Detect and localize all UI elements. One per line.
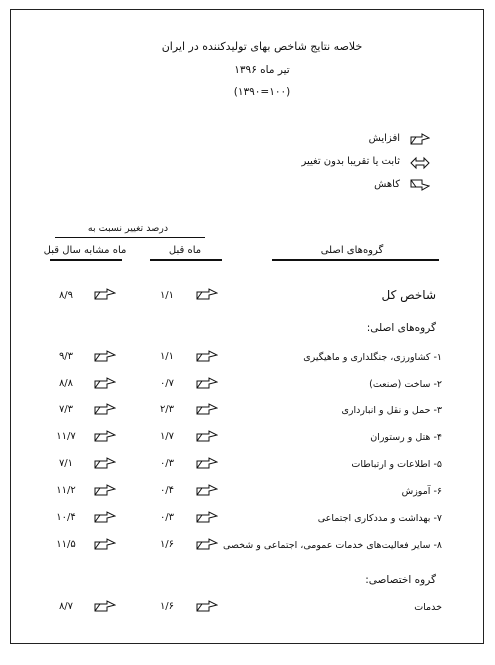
arrow-up-icon	[94, 599, 116, 613]
arrow-up-icon	[94, 429, 116, 443]
row-prev-month-value: ۰/۳	[159, 458, 175, 469]
row-last-year-value: ۹/۳	[58, 351, 74, 362]
row-prev-month-value: ۰/۳	[159, 512, 175, 523]
arrow-up-icon	[410, 132, 430, 146]
arrow-down-icon	[410, 178, 430, 192]
row-label: ۷- بهداشت و مددکاری اجتماعی	[317, 513, 442, 524]
header-divider	[55, 237, 205, 238]
arrow-both-icon	[410, 156, 430, 170]
legend-decrease-label: کاهش	[374, 179, 400, 190]
row-prev-month-value: ۱/۶	[159, 539, 175, 550]
row-label: ۸- سایر فعالیت‌های خدمات عمومی، اجتماعی و شخصی	[223, 540, 442, 551]
report-period: تیر ماه ۱۳۹۶	[234, 64, 290, 76]
special-prev-month-value: ۱/۶	[159, 601, 175, 612]
groups-column-header: گروه‌های اصلی	[320, 245, 384, 256]
row-prev-month-value: ۱/۱	[159, 351, 175, 362]
row-last-year-value: ۱۱/۲	[56, 485, 76, 496]
arrow-up-icon	[196, 537, 218, 551]
arrow-up-icon	[196, 483, 218, 497]
total-prev-month-value: ۱/۱	[159, 290, 175, 301]
row-prev-month-value: ۰/۷	[159, 378, 175, 389]
report-base-year: (۱۰۰=۱۳۹۰)	[233, 86, 291, 98]
last-year-column-header: ماه مشابه سال قبل	[43, 245, 127, 256]
row-last-year-value: ۱۰/۴	[56, 512, 76, 523]
row-label: ۴- هتل و رستوران	[370, 432, 442, 443]
row-last-year-value: ۸/۸	[58, 378, 74, 389]
report-title: خلاصه نتایج شاخص بهای تولیدکننده در ایران	[161, 40, 363, 53]
arrow-up-icon	[94, 349, 116, 363]
legend-stable-label: ثابت یا تقریبا بدون تغییر	[301, 156, 400, 167]
row-label: ۵- اطلاعات و ارتباطات	[351, 459, 442, 470]
row-prev-month-value: ۱/۷	[159, 431, 175, 442]
arrow-up-icon	[196, 349, 218, 363]
row-label: ۲- ساخت (صنعت)	[369, 379, 442, 390]
arrow-up-icon	[196, 376, 218, 390]
main-groups-title: گروه‌های اصلی:	[366, 322, 436, 334]
arrow-up-icon	[196, 287, 218, 301]
arrow-up-icon	[94, 376, 116, 390]
prev-month-column-header: ماه قبل	[168, 245, 202, 256]
prev-month-header-underline	[150, 259, 222, 261]
special-last-year-value: ۸/۷	[58, 601, 74, 612]
percent-change-header: درصد تغییر نسبت به	[87, 223, 169, 234]
arrow-up-icon	[94, 510, 116, 524]
row-label: ۶- آموزش	[401, 486, 442, 497]
arrow-up-icon	[94, 483, 116, 497]
total-label: شاخص کل	[381, 288, 436, 302]
last-year-header-underline	[50, 259, 122, 261]
arrow-up-icon	[196, 510, 218, 524]
legend-increase-label: افزایش	[368, 133, 400, 144]
special-group-title: گروه اختصاصی:	[365, 574, 436, 586]
arrow-up-icon	[94, 537, 116, 551]
groups-header-underline	[272, 259, 439, 261]
arrow-up-icon	[196, 456, 218, 470]
arrow-up-icon	[196, 429, 218, 443]
row-last-year-value: ۷/۳	[58, 404, 74, 415]
arrow-up-icon	[94, 402, 116, 416]
row-prev-month-value: ۰/۴	[159, 485, 175, 496]
row-last-year-value: ۱۱/۷	[56, 431, 76, 442]
arrow-up-icon	[196, 402, 218, 416]
row-last-year-value: ۱۱/۵	[56, 539, 76, 550]
total-last-year-value: ۸/۹	[58, 290, 74, 301]
special-label: خدمات	[414, 602, 442, 613]
arrow-up-icon	[94, 287, 116, 301]
row-label: ۱- کشاورزی، جنگلداری و ماهیگیری	[303, 352, 442, 363]
row-label: ۳- حمل و نقل و انبارداری	[341, 405, 442, 416]
row-prev-month-value: ۲/۳	[159, 404, 175, 415]
row-last-year-value: ۷/۱	[58, 458, 74, 469]
arrow-up-icon	[196, 599, 218, 613]
arrow-up-icon	[94, 456, 116, 470]
